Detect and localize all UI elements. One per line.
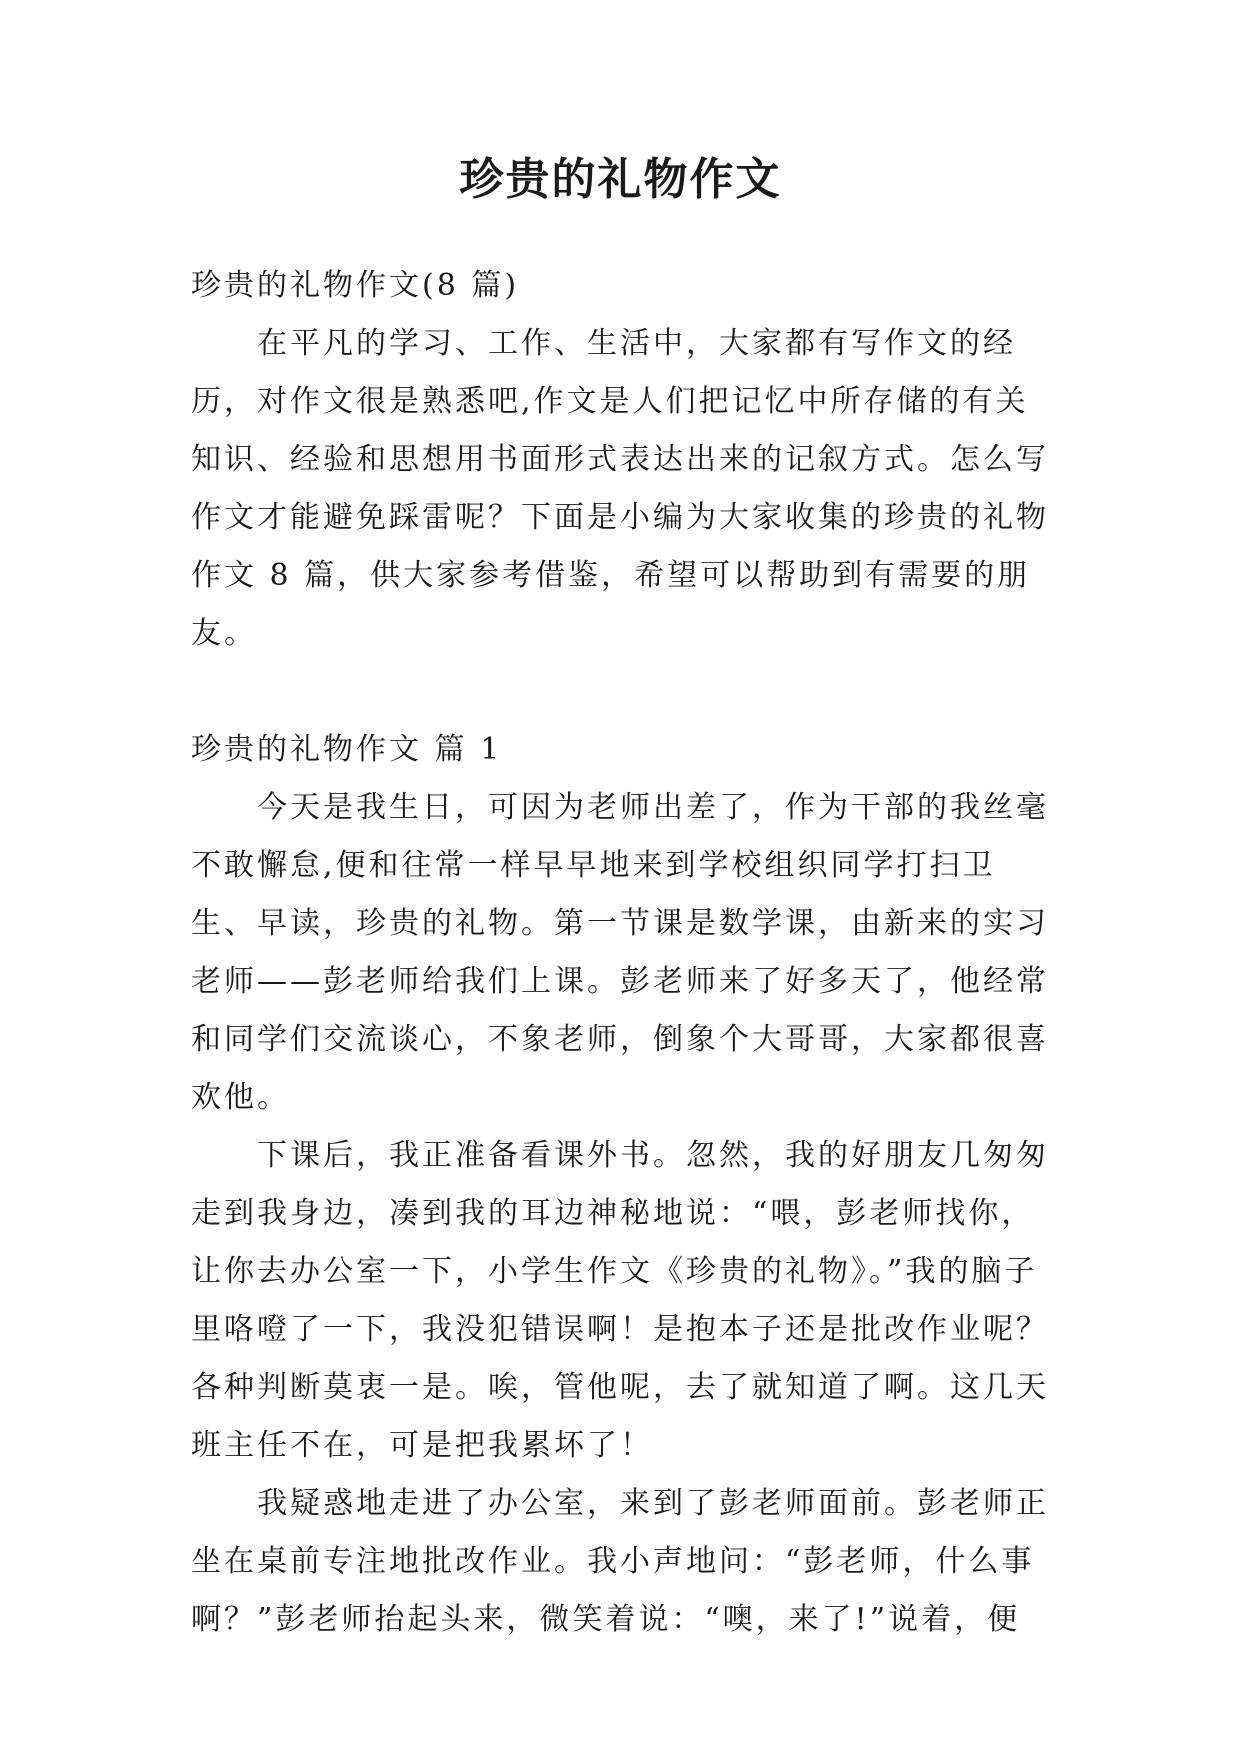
intro-paragraph: 在平凡的学习、工作、生活中，大家都有写作文的经历，对作文很是熟悉吧,作文是人们把记忆中所存储的有关知识、经验和思想用书面形式表达出来的记叙方式。怎么写作文才能避免踩雷呢？下面是小编为大家收集的珍贵的礼物作文 8 篇，供大家参考借鉴，希望可以帮助到有需要的朋友。 — [191, 326, 1049, 651]
document-body — [191, 257, 1053, 1649]
intro-subtitle: 珍贵的礼物作文(8 篇) — [191, 268, 520, 303]
section-paragraph-1: 今天是我生日，可因为老师出差了，作为干部的我丝毫不敢懈怠,便和往常一样早早地来到学校组织同学打扫卫生、早读，珍贵的礼物。第一节课是数学课，由新来的实习老师——彭老师给我们上课。彭老师来了好多天了，他经常和同学们交流谈心，不象老师，倒象个大哥哥，大家都很喜欢他。 — [191, 790, 1049, 1115]
page-title: 珍贵的礼物作文 — [459, 154, 782, 205]
section-paragraph-2: 下课后，我正准备看课外书。忽然，我的好朋友几匆匆走到我身边，凑到我的耳边神秘地说：“喂，彭老师找你，让你去办公室一下，小学生作文《珍贵的礼物》。”我的脑子里咯噔了一下，我没犯错误啊！是抱本子还是批改作业呢？各种判断莫衷一是。唉，管他呢，去了就知道了啊。这几天班主任不在，可是把我累坏了！ — [191, 1138, 1049, 1463]
section-heading: 珍贵的礼物作文 篇 1 — [191, 732, 503, 767]
section-paragraph-3: 我疑惑地走进了办公室，来到了彭老师面前。彭老师正坐在桌前专注地批改作业。我小声地问：“彭老师，什么事啊？”彭老师抬起头来，微笑着说：“噢，来了!”说着，便 — [191, 1486, 1049, 1637]
section-gap — [191, 663, 1053, 721]
